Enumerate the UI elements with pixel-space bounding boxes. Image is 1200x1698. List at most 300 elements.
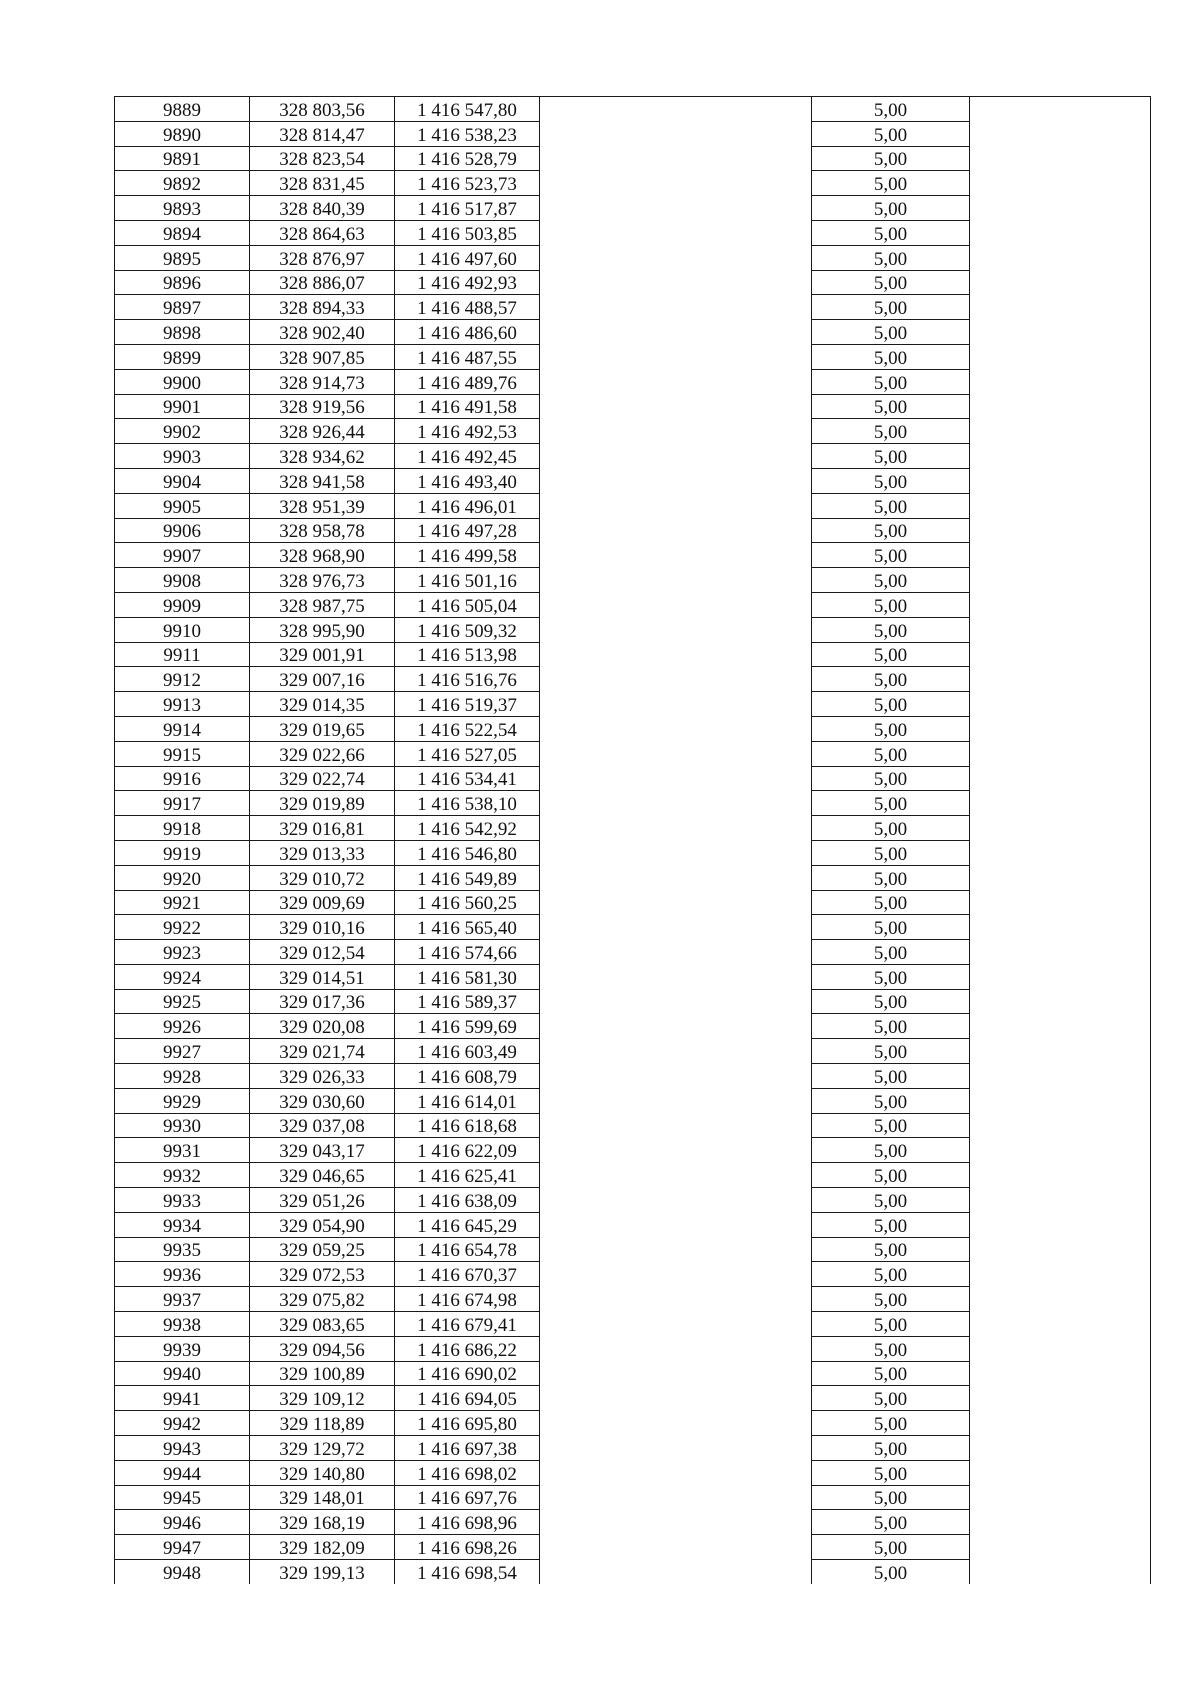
point-number-cell: 9910 <box>115 617 250 642</box>
table-row <box>115 1436 1151 1461</box>
y-coordinate-cell: 1 416 542,92 <box>395 816 540 841</box>
point-number-cell: 9942 <box>115 1411 250 1436</box>
empty-cell <box>540 1312 812 1337</box>
empty-cell <box>540 1485 812 1510</box>
point-number-cell: 9948 <box>115 1560 250 1584</box>
empty-cell <box>540 97 812 122</box>
y-coordinate-cell: 1 416 547,80 <box>395 97 540 122</box>
empty-cell <box>540 468 812 493</box>
table-body <box>115 97 1151 1584</box>
empty-cell <box>540 1262 812 1287</box>
table-row <box>115 1287 1151 1312</box>
accuracy-cell: 5,00 <box>812 1485 970 1510</box>
point-number-cell: 9896 <box>115 270 250 295</box>
y-coordinate-cell: 1 416 686,22 <box>395 1336 540 1361</box>
table-row <box>115 766 1151 791</box>
table-row <box>115 716 1151 741</box>
accuracy-cell: 5,00 <box>812 1411 970 1436</box>
accuracy-cell: 5,00 <box>812 1535 970 1560</box>
y-coordinate-cell: 1 416 694,05 <box>395 1386 540 1411</box>
y-coordinate-cell: 1 416 527,05 <box>395 741 540 766</box>
x-coordinate-cell: 328 958,78 <box>250 518 395 543</box>
y-coordinate-cell: 1 416 534,41 <box>395 766 540 791</box>
empty-cell <box>540 444 812 469</box>
empty-cell <box>540 518 812 543</box>
point-number-cell: 9939 <box>115 1336 250 1361</box>
accuracy-cell: 5,00 <box>812 270 970 295</box>
table-row <box>115 1535 1151 1560</box>
y-coordinate-cell: 1 416 513,98 <box>395 642 540 667</box>
y-coordinate-cell: 1 416 599,69 <box>395 1014 540 1039</box>
accuracy-cell: 5,00 <box>812 865 970 890</box>
empty-cell <box>970 369 1151 394</box>
table-row <box>115 518 1151 543</box>
x-coordinate-cell: 328 886,07 <box>250 270 395 295</box>
empty-cell <box>540 716 812 741</box>
accuracy-cell: 5,00 <box>812 890 970 915</box>
table-row <box>115 1386 1151 1411</box>
table-row <box>115 1138 1151 1163</box>
empty-cell <box>540 121 812 146</box>
point-number-cell: 9945 <box>115 1485 250 1510</box>
empty-cell <box>970 964 1151 989</box>
point-number-cell: 9904 <box>115 468 250 493</box>
y-coordinate-cell: 1 416 496,01 <box>395 493 540 518</box>
x-coordinate-cell: 329 022,66 <box>250 741 395 766</box>
x-coordinate-cell: 329 140,80 <box>250 1460 395 1485</box>
empty-cell <box>540 1088 812 1113</box>
table-row <box>115 791 1151 816</box>
table-row <box>115 1088 1151 1113</box>
table-row <box>115 1312 1151 1337</box>
empty-cell <box>970 1436 1151 1461</box>
point-number-cell: 9912 <box>115 667 250 692</box>
x-coordinate-cell: 328 987,75 <box>250 592 395 617</box>
empty-cell <box>540 964 812 989</box>
x-coordinate-cell: 329 148,01 <box>250 1485 395 1510</box>
y-coordinate-cell: 1 416 645,29 <box>395 1212 540 1237</box>
point-number-cell: 9913 <box>115 692 250 717</box>
y-coordinate-cell: 1 416 549,89 <box>395 865 540 890</box>
table-row <box>115 468 1151 493</box>
y-coordinate-cell: 1 416 516,76 <box>395 667 540 692</box>
y-coordinate-cell: 1 416 523,73 <box>395 171 540 196</box>
accuracy-cell: 5,00 <box>812 369 970 394</box>
empty-cell <box>970 1485 1151 1510</box>
empty-cell <box>540 394 812 419</box>
x-coordinate-cell: 328 926,44 <box>250 419 395 444</box>
accuracy-cell: 5,00 <box>812 1212 970 1237</box>
x-coordinate-cell: 329 009,69 <box>250 890 395 915</box>
accuracy-cell: 5,00 <box>812 840 970 865</box>
accuracy-cell: 5,00 <box>812 1436 970 1461</box>
y-coordinate-cell: 1 416 690,02 <box>395 1361 540 1386</box>
empty-cell <box>540 369 812 394</box>
x-coordinate-cell: 329 037,08 <box>250 1113 395 1138</box>
table-row <box>115 1237 1151 1262</box>
accuracy-cell: 5,00 <box>812 1039 970 1064</box>
point-number-cell: 9917 <box>115 791 250 816</box>
empty-cell <box>970 1411 1151 1436</box>
accuracy-cell: 5,00 <box>812 1014 970 1039</box>
x-coordinate-cell: 329 014,35 <box>250 692 395 717</box>
empty-cell <box>540 1039 812 1064</box>
accuracy-cell: 5,00 <box>812 940 970 965</box>
empty-cell <box>970 915 1151 940</box>
empty-cell <box>540 568 812 593</box>
empty-cell <box>970 1188 1151 1213</box>
y-coordinate-cell: 1 416 589,37 <box>395 989 540 1014</box>
accuracy-cell: 5,00 <box>812 816 970 841</box>
empty-cell <box>540 1560 812 1584</box>
x-coordinate-cell: 329 007,16 <box>250 667 395 692</box>
accuracy-cell: 5,00 <box>812 468 970 493</box>
table-row <box>115 617 1151 642</box>
x-coordinate-cell: 328 902,40 <box>250 320 395 345</box>
table-row <box>115 493 1151 518</box>
accuracy-cell: 5,00 <box>812 394 970 419</box>
accuracy-cell: 5,00 <box>812 518 970 543</box>
accuracy-cell: 5,00 <box>812 592 970 617</box>
table-row <box>115 865 1151 890</box>
point-number-cell: 9903 <box>115 444 250 469</box>
point-number-cell: 9907 <box>115 543 250 568</box>
x-coordinate-cell: 329 017,36 <box>250 989 395 1014</box>
table-row <box>115 419 1151 444</box>
empty-cell <box>540 840 812 865</box>
y-coordinate-cell: 1 416 501,16 <box>395 568 540 593</box>
point-number-cell: 9930 <box>115 1113 250 1138</box>
x-coordinate-cell: 328 831,45 <box>250 171 395 196</box>
empty-cell <box>970 1535 1151 1560</box>
empty-cell <box>540 741 812 766</box>
accuracy-cell: 5,00 <box>812 766 970 791</box>
empty-cell <box>970 568 1151 593</box>
x-coordinate-cell: 328 919,56 <box>250 394 395 419</box>
accuracy-cell: 5,00 <box>812 1386 970 1411</box>
empty-cell <box>970 394 1151 419</box>
table-row <box>115 1064 1151 1089</box>
empty-cell <box>970 642 1151 667</box>
empty-cell <box>970 1138 1151 1163</box>
x-coordinate-cell: 328 934,62 <box>250 444 395 469</box>
empty-cell <box>970 1064 1151 1089</box>
accuracy-cell: 5,00 <box>812 1287 970 1312</box>
x-coordinate-cell: 329 051,26 <box>250 1188 395 1213</box>
empty-cell <box>540 1014 812 1039</box>
table-row <box>115 1336 1151 1361</box>
x-coordinate-cell: 329 109,12 <box>250 1386 395 1411</box>
y-coordinate-cell: 1 416 638,09 <box>395 1188 540 1213</box>
y-coordinate-cell: 1 416 489,76 <box>395 369 540 394</box>
empty-cell <box>970 146 1151 171</box>
table-row <box>115 940 1151 965</box>
table-row <box>115 642 1151 667</box>
accuracy-cell: 5,00 <box>812 741 970 766</box>
table-row <box>115 741 1151 766</box>
x-coordinate-cell: 329 043,17 <box>250 1138 395 1163</box>
accuracy-cell: 5,00 <box>812 716 970 741</box>
table-row <box>115 121 1151 146</box>
x-coordinate-cell: 329 021,74 <box>250 1039 395 1064</box>
x-coordinate-cell: 328 914,73 <box>250 369 395 394</box>
y-coordinate-cell: 1 416 560,25 <box>395 890 540 915</box>
accuracy-cell: 5,00 <box>812 791 970 816</box>
empty-cell <box>970 766 1151 791</box>
empty-cell <box>540 791 812 816</box>
y-coordinate-cell: 1 416 614,01 <box>395 1088 540 1113</box>
accuracy-cell: 5,00 <box>812 915 970 940</box>
y-coordinate-cell: 1 416 546,80 <box>395 840 540 865</box>
empty-cell <box>970 1212 1151 1237</box>
accuracy-cell: 5,00 <box>812 220 970 245</box>
empty-cell <box>540 1188 812 1213</box>
x-coordinate-cell: 329 118,89 <box>250 1411 395 1436</box>
y-coordinate-cell: 1 416 654,78 <box>395 1237 540 1262</box>
table-row <box>115 989 1151 1014</box>
point-number-cell: 9892 <box>115 171 250 196</box>
accuracy-cell: 5,00 <box>812 1510 970 1535</box>
empty-cell <box>970 493 1151 518</box>
empty-cell <box>970 989 1151 1014</box>
accuracy-cell: 5,00 <box>812 1138 970 1163</box>
accuracy-cell: 5,00 <box>812 1361 970 1386</box>
point-number-cell: 9893 <box>115 196 250 221</box>
empty-cell <box>970 1386 1151 1411</box>
point-number-cell: 9944 <box>115 1460 250 1485</box>
empty-cell <box>540 419 812 444</box>
point-number-cell: 9916 <box>115 766 250 791</box>
y-coordinate-cell: 1 416 698,26 <box>395 1535 540 1560</box>
accuracy-cell: 5,00 <box>812 295 970 320</box>
point-number-cell: 9921 <box>115 890 250 915</box>
empty-cell <box>540 865 812 890</box>
point-number-cell: 9919 <box>115 840 250 865</box>
table-row <box>115 840 1151 865</box>
accuracy-cell: 5,00 <box>812 667 970 692</box>
y-coordinate-cell: 1 416 497,60 <box>395 245 540 270</box>
empty-cell <box>540 1237 812 1262</box>
x-coordinate-cell: 329 094,56 <box>250 1336 395 1361</box>
point-number-cell: 9928 <box>115 1064 250 1089</box>
accuracy-cell: 5,00 <box>812 1460 970 1485</box>
empty-cell <box>540 1436 812 1461</box>
y-coordinate-cell: 1 416 503,85 <box>395 220 540 245</box>
x-coordinate-cell: 329 129,72 <box>250 1436 395 1461</box>
table-row <box>115 196 1151 221</box>
empty-cell <box>970 121 1151 146</box>
empty-cell <box>540 617 812 642</box>
accuracy-cell: 5,00 <box>812 1088 970 1113</box>
empty-cell <box>540 1535 812 1560</box>
accuracy-cell: 5,00 <box>812 1336 970 1361</box>
y-coordinate-cell: 1 416 492,45 <box>395 444 540 469</box>
y-coordinate-cell: 1 416 574,66 <box>395 940 540 965</box>
empty-cell <box>970 270 1151 295</box>
x-coordinate-cell: 328 968,90 <box>250 543 395 568</box>
empty-cell <box>970 791 1151 816</box>
empty-cell <box>540 667 812 692</box>
empty-cell <box>970 840 1151 865</box>
point-number-cell: 9914 <box>115 716 250 741</box>
empty-cell <box>970 444 1151 469</box>
empty-cell <box>540 940 812 965</box>
accuracy-cell: 5,00 <box>812 1560 970 1584</box>
table-row <box>115 1411 1151 1436</box>
table-row <box>115 692 1151 717</box>
accuracy-cell: 5,00 <box>812 1113 970 1138</box>
empty-cell <box>970 816 1151 841</box>
empty-cell <box>970 196 1151 221</box>
y-coordinate-cell: 1 416 625,41 <box>395 1163 540 1188</box>
accuracy-cell: 5,00 <box>812 964 970 989</box>
x-coordinate-cell: 328 823,54 <box>250 146 395 171</box>
y-coordinate-cell: 1 416 538,10 <box>395 791 540 816</box>
empty-cell <box>970 295 1151 320</box>
empty-cell <box>540 592 812 617</box>
empty-cell <box>540 270 812 295</box>
table-row <box>115 816 1151 841</box>
empty-cell <box>970 1460 1151 1485</box>
accuracy-cell: 5,00 <box>812 344 970 369</box>
table-row <box>115 394 1151 419</box>
empty-cell <box>970 1014 1151 1039</box>
accuracy-cell: 5,00 <box>812 320 970 345</box>
table-row <box>115 369 1151 394</box>
table-row <box>115 1163 1151 1188</box>
point-number-cell: 9933 <box>115 1188 250 1213</box>
empty-cell <box>970 320 1151 345</box>
y-coordinate-cell: 1 416 618,68 <box>395 1113 540 1138</box>
empty-cell <box>970 543 1151 568</box>
x-coordinate-cell: 329 019,65 <box>250 716 395 741</box>
point-number-cell: 9889 <box>115 97 250 122</box>
empty-cell <box>970 518 1151 543</box>
y-coordinate-cell: 1 416 492,93 <box>395 270 540 295</box>
point-number-cell: 9895 <box>115 245 250 270</box>
empty-cell <box>970 1088 1151 1113</box>
x-coordinate-cell: 329 054,90 <box>250 1212 395 1237</box>
y-coordinate-cell: 1 416 679,41 <box>395 1312 540 1337</box>
x-coordinate-cell: 329 001,91 <box>250 642 395 667</box>
x-coordinate-cell: 328 876,97 <box>250 245 395 270</box>
empty-cell <box>970 1163 1151 1188</box>
point-number-cell: 9946 <box>115 1510 250 1535</box>
y-coordinate-cell: 1 416 486,60 <box>395 320 540 345</box>
point-number-cell: 9906 <box>115 518 250 543</box>
x-coordinate-cell: 329 199,13 <box>250 1560 395 1584</box>
coordinates-table <box>114 96 1151 1584</box>
y-coordinate-cell: 1 416 674,98 <box>395 1287 540 1312</box>
empty-cell <box>540 1163 812 1188</box>
accuracy-cell: 5,00 <box>812 1163 970 1188</box>
point-number-cell: 9922 <box>115 915 250 940</box>
point-number-cell: 9899 <box>115 344 250 369</box>
table-row <box>115 1212 1151 1237</box>
empty-cell <box>540 344 812 369</box>
empty-cell <box>970 1287 1151 1312</box>
point-number-cell: 9890 <box>115 121 250 146</box>
y-coordinate-cell: 1 416 538,23 <box>395 121 540 146</box>
table-row <box>115 1262 1151 1287</box>
y-coordinate-cell: 1 416 505,04 <box>395 592 540 617</box>
empty-cell <box>970 617 1151 642</box>
y-coordinate-cell: 1 416 499,58 <box>395 543 540 568</box>
empty-cell <box>970 1262 1151 1287</box>
table-row <box>115 592 1151 617</box>
table-row <box>115 890 1151 915</box>
empty-cell <box>970 1113 1151 1138</box>
accuracy-cell: 5,00 <box>812 196 970 221</box>
table-row <box>115 1485 1151 1510</box>
point-number-cell: 9901 <box>115 394 250 419</box>
x-coordinate-cell: 329 016,81 <box>250 816 395 841</box>
point-number-cell: 9905 <box>115 493 250 518</box>
y-coordinate-cell: 1 416 528,79 <box>395 146 540 171</box>
empty-cell <box>970 667 1151 692</box>
x-coordinate-cell: 328 907,85 <box>250 344 395 369</box>
y-coordinate-cell: 1 416 491,58 <box>395 394 540 419</box>
point-number-cell: 9924 <box>115 964 250 989</box>
accuracy-cell: 5,00 <box>812 1188 970 1213</box>
table-row <box>115 344 1151 369</box>
point-number-cell: 9926 <box>115 1014 250 1039</box>
accuracy-cell: 5,00 <box>812 1262 970 1287</box>
y-coordinate-cell: 1 416 608,79 <box>395 1064 540 1089</box>
point-number-cell: 9947 <box>115 1535 250 1560</box>
empty-cell <box>970 865 1151 890</box>
x-coordinate-cell: 329 083,65 <box>250 1312 395 1337</box>
y-coordinate-cell: 1 416 522,54 <box>395 716 540 741</box>
table-row <box>115 146 1151 171</box>
y-coordinate-cell: 1 416 697,38 <box>395 1436 540 1461</box>
point-number-cell: 9940 <box>115 1361 250 1386</box>
accuracy-cell: 5,00 <box>812 419 970 444</box>
accuracy-cell: 5,00 <box>812 444 970 469</box>
point-number-cell: 9931 <box>115 1138 250 1163</box>
y-coordinate-cell: 1 416 695,80 <box>395 1411 540 1436</box>
table-row <box>115 1560 1151 1584</box>
point-number-cell: 9900 <box>115 369 250 394</box>
x-coordinate-cell: 329 182,09 <box>250 1535 395 1560</box>
table-row <box>115 171 1151 196</box>
x-coordinate-cell: 329 072,53 <box>250 1262 395 1287</box>
x-coordinate-cell: 328 864,63 <box>250 220 395 245</box>
empty-cell <box>970 1560 1151 1584</box>
empty-cell <box>540 493 812 518</box>
y-coordinate-cell: 1 416 697,76 <box>395 1485 540 1510</box>
empty-cell <box>970 1510 1151 1535</box>
empty-cell <box>540 171 812 196</box>
point-number-cell: 9934 <box>115 1212 250 1237</box>
empty-cell <box>970 419 1151 444</box>
accuracy-cell: 5,00 <box>812 692 970 717</box>
table-row <box>115 97 1151 122</box>
point-number-cell: 9941 <box>115 1386 250 1411</box>
x-coordinate-cell: 328 840,39 <box>250 196 395 221</box>
y-coordinate-cell: 1 416 492,53 <box>395 419 540 444</box>
accuracy-cell: 5,00 <box>812 543 970 568</box>
empty-cell <box>970 344 1151 369</box>
x-coordinate-cell: 329 022,74 <box>250 766 395 791</box>
point-number-cell: 9936 <box>115 1262 250 1287</box>
empty-cell <box>540 642 812 667</box>
table-row <box>115 964 1151 989</box>
x-coordinate-cell: 329 075,82 <box>250 1287 395 1312</box>
empty-cell <box>970 1361 1151 1386</box>
x-coordinate-cell: 329 019,89 <box>250 791 395 816</box>
x-coordinate-cell: 329 010,72 <box>250 865 395 890</box>
